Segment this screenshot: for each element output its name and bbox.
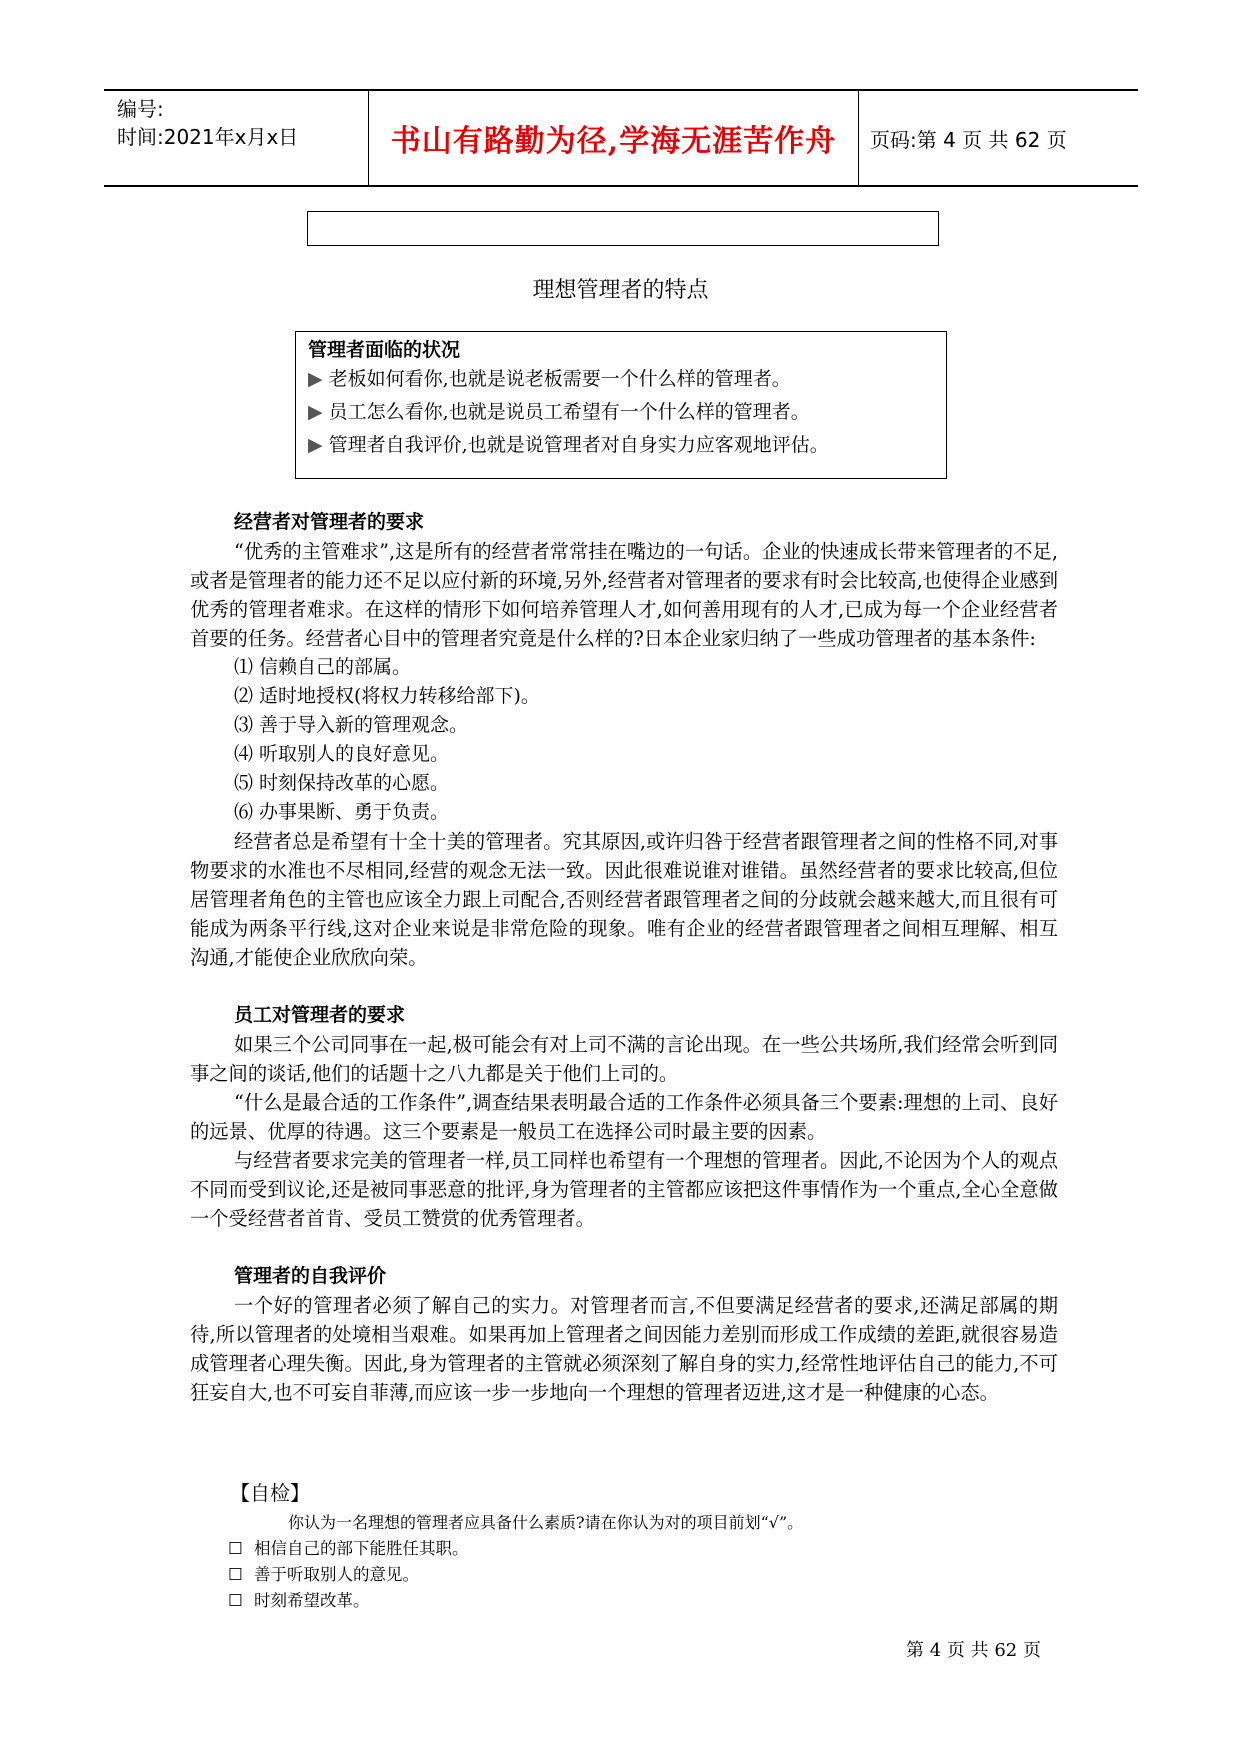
section-title-staff: 员工对管理者的要求 (234, 1004, 406, 1026)
paragraph: “什么是最合适的工作条件”,调查结果表明最合适的工作条件必须具备三个要素:理想的上司、良好的远景、优厚的待遇。这三个要素是一般员工在选择公司时最主要的因素。 (190, 1091, 1058, 1143)
paragraph: 经营者总是希望有十全十美的管理者。究其原因,或许归咎于经营者跟管理者之间的性格不同,对事物要求的水准也不尽相同,经营的观念无法一致。因此很难说谁对谁错。虽然经营者的要求比较高,但位居管理者角色的主管也应该全力跟上司配合,否则经营者跟管理者之间的分歧就会越来越大,而且很有可能成为两条平行线,这对企业来说是非常危险的现象。唯有企业的经营者跟管理者之间相互理解、相互沟通,才能使企业欣欣向荣。 (190, 830, 1058, 969)
header-page-label: 页码:第 4 页 共 62 页 (870, 127, 1067, 152)
list-item: ⑶ 善于导入新的管理观念。 (234, 714, 469, 736)
section-title-boss: 经营者对管理者的要求 (234, 511, 425, 533)
checkbox-icon: ☐ (228, 1591, 243, 1610)
list-item: ⑸ 时刻保持改革的心愿。 (234, 772, 450, 794)
situation-box-title: 管理者面临的状况 (308, 339, 461, 361)
time-label: 时间:2021年x月x日 (117, 125, 299, 149)
empty-frame (307, 211, 939, 246)
list-item: ⑴ 信赖自己的部属。 (234, 656, 412, 678)
page-title: 理想管理者的特点 (532, 278, 709, 303)
check-item: ☐ 善于听取别人的意见。 (228, 1562, 419, 1588)
situation-box (295, 331, 947, 479)
header-motto: 书山有路勤为径,学海无涯苦作舟 (390, 124, 837, 159)
check-item: ☐ 时刻希望改革。 (228, 1588, 370, 1614)
paragraph: 如果三个公司同事在一起,极可能会有对上司不满的言论出现。在一些公共场所,我们经常会听到同事之间的谈话,他们的话题十之八九都是关于他们上司的。 (190, 1033, 1058, 1085)
main-content (190, 508, 1058, 1407)
triangle-bullet-icon: ▶ (308, 434, 323, 456)
situation-item: ▶ 员工怎么看你,也就是说员工希望有一个什么样的管理者。 (308, 401, 810, 423)
header-divider (858, 91, 859, 185)
checkbox-icon: ☐ (228, 1539, 243, 1558)
paragraph: 一个好的管理者必须了解自己的实力。对管理者而言,不但要满足经营者的要求,还满足部属的期待,所以管理者的处境相当艰难。如果再加上管理者之间因能力差别而形成工作成绩的差距,就很容易造成管理者心理失衡。因此,身为管理者的主管就必须深刻了解自身的实力,经常性地评估自己的能力,不可狂妄自大,也不可妄自菲薄,而应该一步一步地向一个理想的管理者迈进,这才是一种健康的心态。 (190, 1294, 1058, 1404)
header-meta (117, 95, 298, 151)
page-header (104, 89, 1138, 187)
page-footer: 第 4 页 共 62 页 (906, 1640, 1041, 1661)
number-label: 编号: (117, 97, 164, 121)
checkbox-icon: ☐ (228, 1565, 243, 1584)
section-title-self: 管理者的自我评价 (234, 1265, 387, 1287)
list-item: ⑵ 适时地授权(将权力转移给部下)。 (234, 685, 540, 707)
triangle-bullet-icon: ▶ (308, 368, 323, 390)
list-item: ⑷ 听取别人的良好意见。 (234, 743, 450, 765)
self-check-title: 【自检】 (230, 1481, 310, 1505)
triangle-bullet-icon: ▶ (308, 401, 323, 423)
paragraph: “优秀的主管难求”,这是所有的经营者常常挂在嘴边的一句话。企业的快速成长带来管理者的不足,或者是管理者的能力还不足以应付新的环境,另外,经营者对管理者的要求有时会比较高,也使得企业感到优秀的管理者难求。在这样的情形下如何培养管理人才,如何善用现有的人才,已成为每一个企业经营者首要的任务。经营者心目中的管理者究竟是什么样的?日本企业家归纳了一些成功管理者的基本条件: (190, 540, 1058, 650)
paragraph: 与经营者要求完美的管理者一样,员工同样也希望有一个理想的管理者。因此,不论因为个人的观点不同而受到议论,还是被同事恶意的批评,身为管理者的主管都应该把这件事情作为一个重点,全心全意做一个受经营者首肯、受员工赞赏的优秀管理者。 (190, 1149, 1058, 1230)
self-check-question: 你认为一名理想的管理者应具备什么素质?请在你认为对的项目前划“√”。 (288, 1513, 804, 1532)
check-item: ☐ 相信自己的部下能胜任其职。 (228, 1536, 469, 1562)
list-item: ⑹ 办事果断、勇于负责。 (234, 801, 450, 823)
situation-item: ▶ 老板如何看你,也就是说老板需要一个什么样的管理者。 (308, 368, 791, 390)
situation-item: ▶ 管理者自我评价,也就是说管理者对自身实力应客观地评估。 (308, 434, 829, 456)
